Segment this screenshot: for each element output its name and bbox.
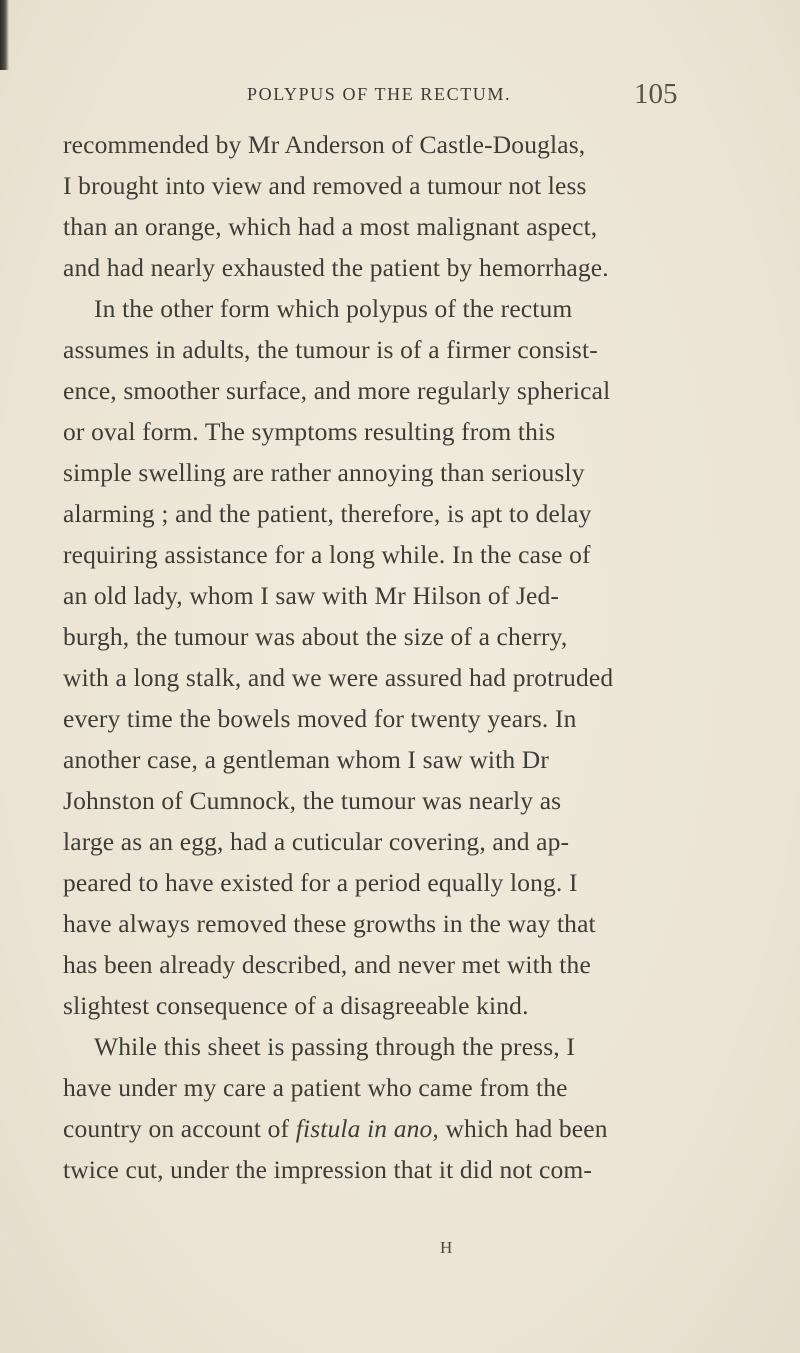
text-line: assumes in adults, the tumour is of a firmer consist- — [63, 335, 598, 364]
page-number: 105 — [634, 78, 678, 110]
text-line: an old lady, whom I saw with Mr Hilson of Jed- — [63, 581, 560, 610]
text-line: In the other form which polypus of the rectum — [94, 294, 573, 323]
text-line-with-italic — [63, 1114, 608, 1144]
text-line: Johnston of Cumnock, the tumour was nearly as — [63, 786, 562, 815]
text-line: large as an egg, had a cuticular covering, and ap- — [63, 827, 570, 856]
text-line: requiring assistance for a long while. In the case of — [63, 540, 591, 569]
signature-mark: H — [440, 1238, 453, 1257]
text-line: alarming ; and the patient, therefore, is apt to delay — [63, 499, 592, 528]
text-line: ence, smoother surface, and more regularly spherical — [63, 376, 611, 405]
text-line: than an orange, which had a most malignant aspect, — [63, 212, 598, 241]
text-line: another case, a gentleman whom I saw with Dr — [63, 745, 549, 774]
text-line: and had nearly exhausted the patient by hemorrhage. — [63, 253, 609, 282]
text-line: have under my care a patient who came from the — [63, 1073, 568, 1102]
text-line: every time the bowels moved for twenty years. In — [63, 704, 577, 733]
text-line: twice cut, under the impression that it did not com- — [63, 1155, 593, 1184]
text-line: have always removed these growths in the way that — [63, 909, 596, 938]
text-line: peared to have existed for a period equally long. I — [63, 868, 578, 897]
text-line: has been already described, and never met with the — [63, 950, 591, 979]
text-line: simple swelling are rather annoying than seriously — [63, 458, 585, 487]
text-line: with a long stalk, and we were assured had protruded — [63, 663, 614, 692]
running-head: POLYPUS OF THE RECTUM. — [247, 84, 512, 104]
text-line: or oval form. The symptoms resulting from this — [63, 417, 556, 446]
italic-term: fistula in ano, — [295, 1114, 439, 1143]
text-line: recommended by Mr Anderson of Castle-Douglas, — [63, 130, 586, 159]
text-line: I brought into view and removed a tumour not less — [63, 171, 587, 200]
text-line: burgh, the tumour was about the size of a cherry, — [63, 622, 568, 651]
page-binding-edge — [0, 0, 9, 70]
text-line: While this sheet is passing through the press, I — [94, 1032, 576, 1061]
text-line: slightest consequence of a disagreeable kind. — [63, 991, 529, 1020]
text-segment: country on account of — [63, 1114, 296, 1143]
page-header — [0, 78, 800, 108]
text-segment: which had been — [438, 1114, 608, 1143]
